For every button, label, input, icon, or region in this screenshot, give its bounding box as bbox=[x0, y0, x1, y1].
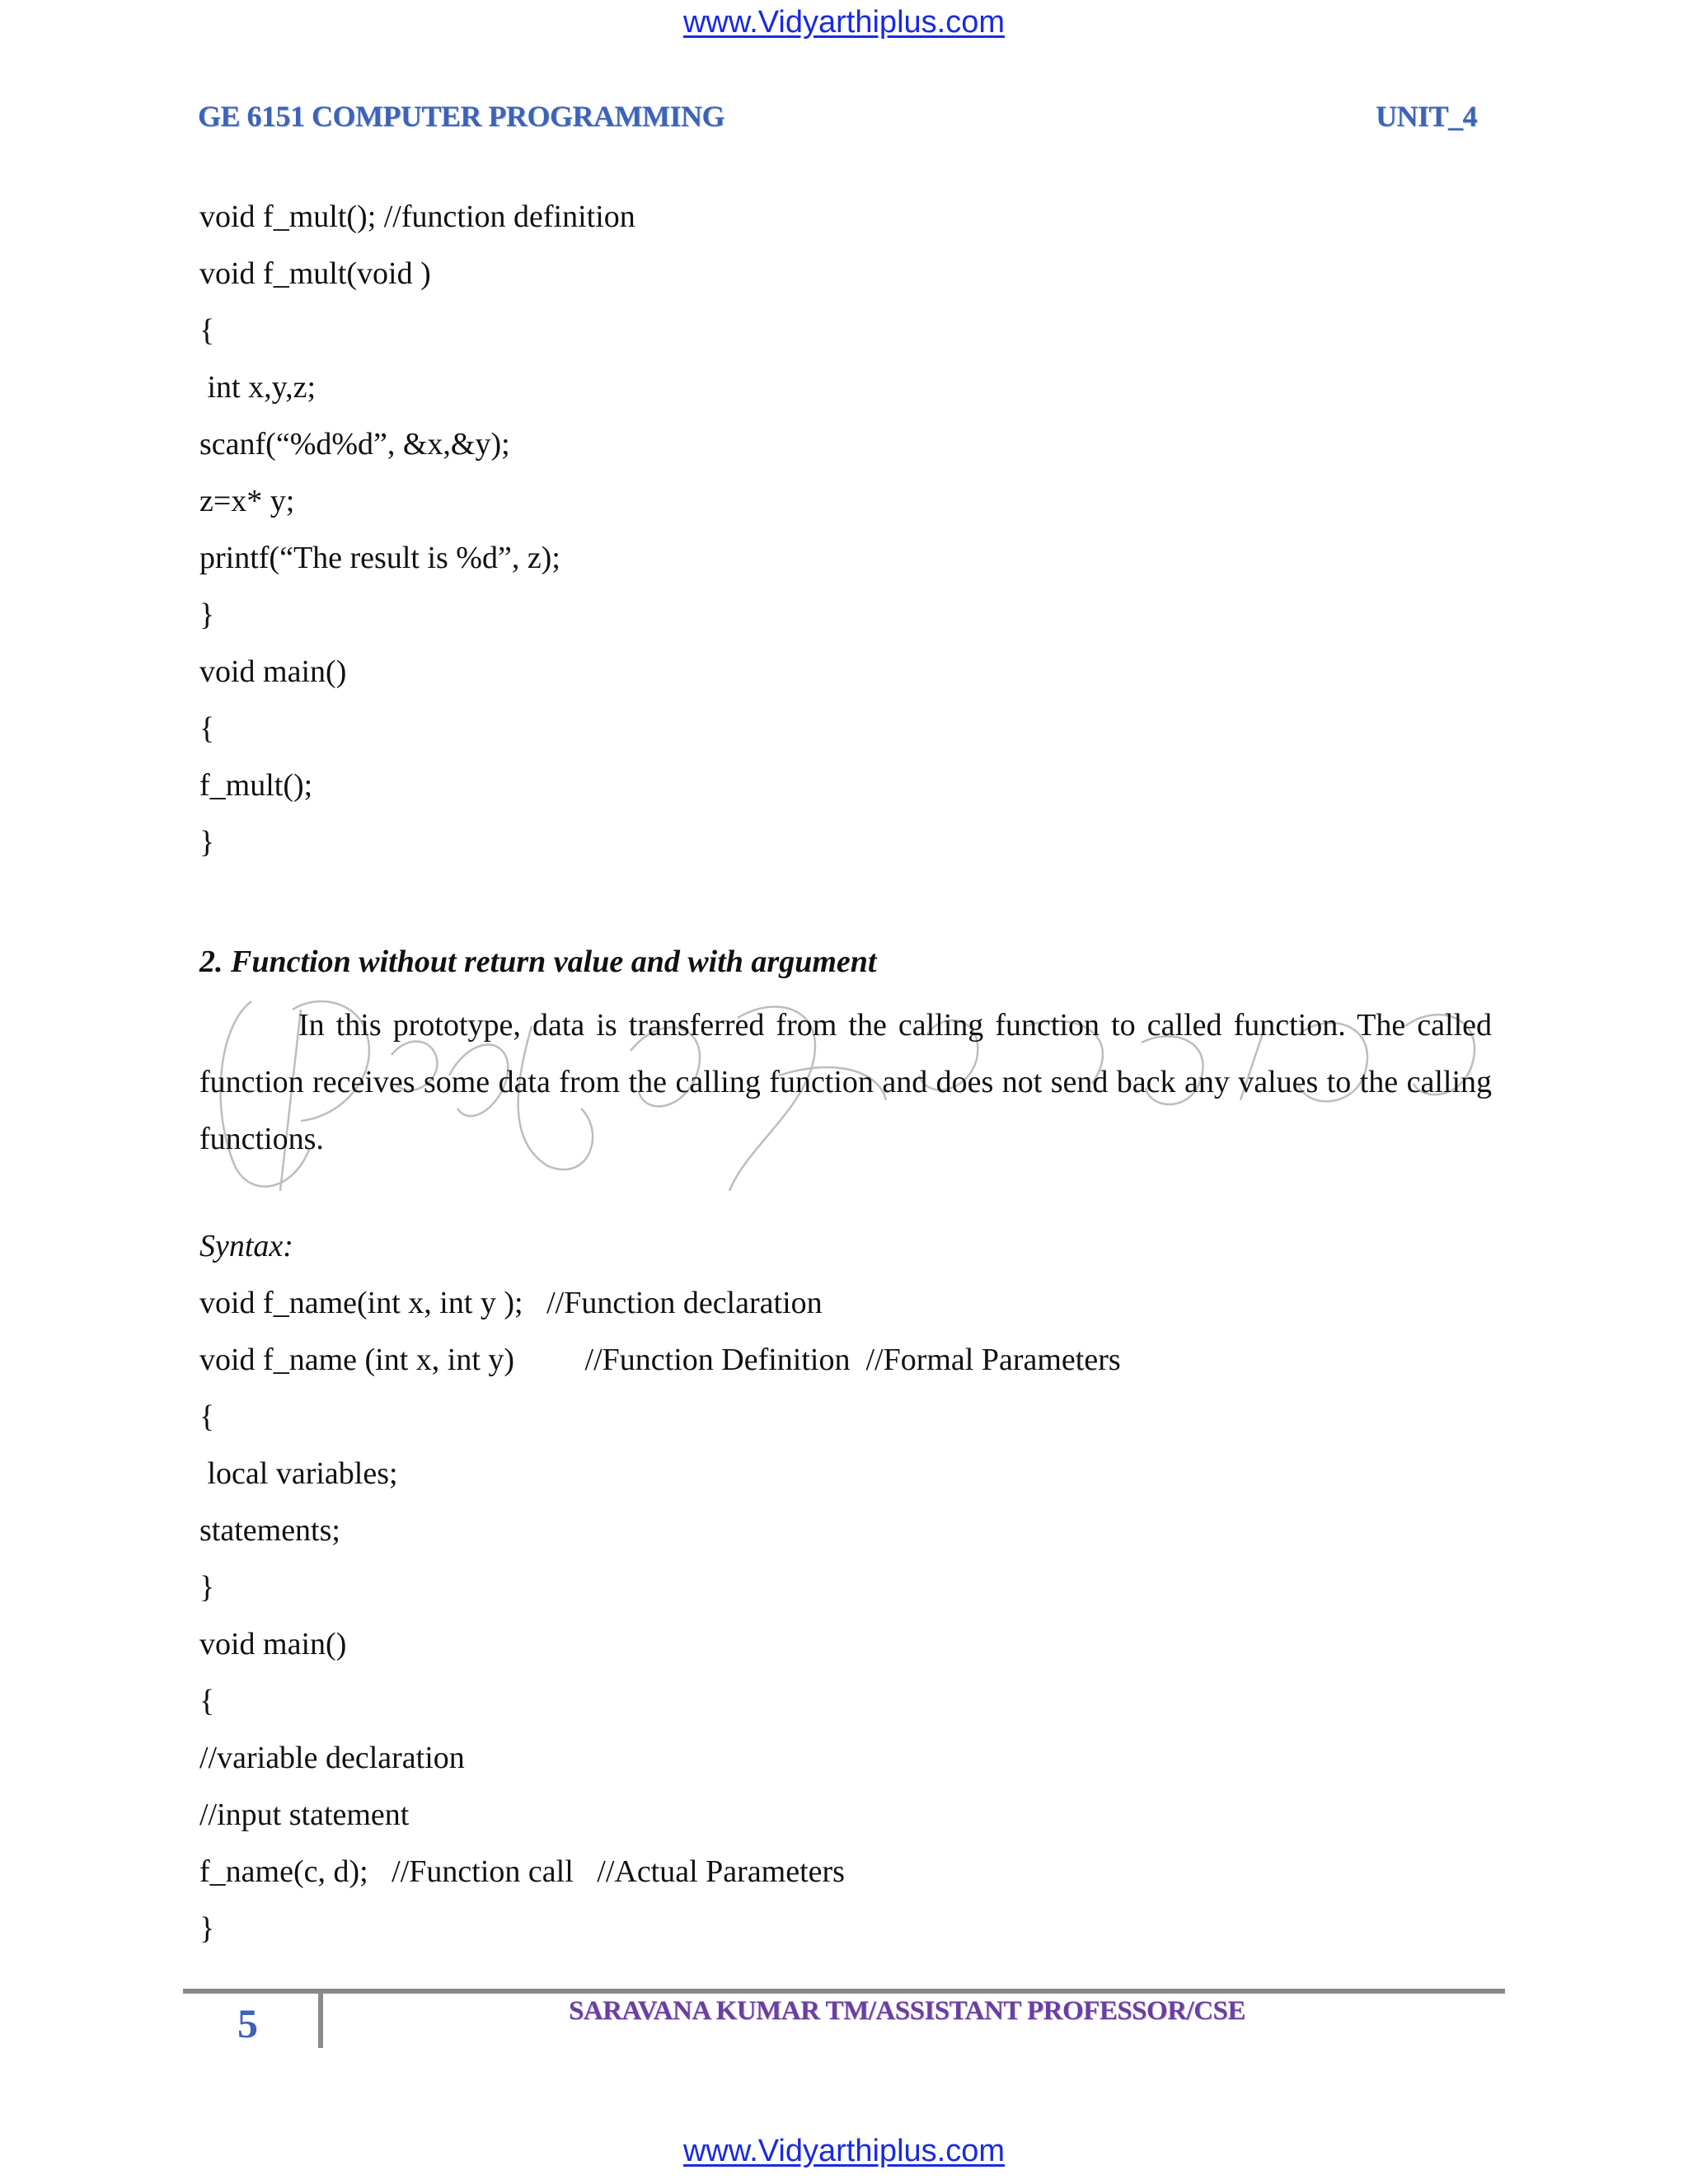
code-line: } bbox=[199, 1911, 215, 1946]
site-link-top[interactable]: www.Vidyarthiplus.com bbox=[682, 5, 1005, 40]
section-heading: 2. Function without return value and with argument bbox=[199, 944, 877, 979]
code-line: { bbox=[199, 313, 215, 348]
site-link-bottom[interactable]: www.Vidyarthiplus.com bbox=[682, 2134, 1005, 2168]
code-line: //variable declaration bbox=[199, 1741, 465, 1775]
code-line: f_name(c, d); //Function call //Actual Parameters bbox=[199, 1854, 845, 1889]
code-line: void f_name(int x, int y ); //Function declaration bbox=[199, 1286, 823, 1320]
code-line: scanf(“%d%d”, &x,&y); bbox=[199, 427, 510, 462]
section-paragraph: In this prototype, data is transferred from the calling function to called function. The called function receives some data from the calling function and does not send back any values to the calling functions. bbox=[199, 1008, 1492, 1156]
syntax-label: Syntax: bbox=[199, 1229, 293, 1263]
unit-label: UNIT_4 bbox=[1375, 100, 1477, 133]
code-line: z=x* y; bbox=[199, 484, 295, 518]
code-line: printf(“The result is %d”, z); bbox=[199, 541, 560, 575]
code-line: statements; bbox=[199, 1513, 340, 1548]
code-line: } bbox=[199, 1570, 215, 1605]
page-number: 5 bbox=[237, 2000, 258, 2046]
course-title: GE 6151 COMPUTER PROGRAMMING bbox=[198, 100, 724, 133]
code-line: void f_mult(); //function definition bbox=[199, 199, 635, 234]
code-line: void f_name (int x, int y) //Function Definition //Formal Parameters bbox=[199, 1343, 1121, 1377]
code-line: void f_mult(void ) bbox=[199, 256, 431, 291]
running-header bbox=[198, 99, 1477, 140]
code-line: } bbox=[199, 598, 215, 632]
footer-divider bbox=[318, 1994, 323, 2048]
code-line: } bbox=[199, 825, 215, 860]
code-line: void main() bbox=[199, 654, 347, 689]
code-line: { bbox=[199, 711, 215, 746]
code-line: void main() bbox=[199, 1627, 347, 1661]
code-line: { bbox=[199, 1399, 215, 1434]
footer-author: SARAVANA KUMAR TM/ASSISTANT PROFESSOR/CSE bbox=[569, 1996, 1245, 2026]
code-line: //input statement bbox=[199, 1797, 410, 1832]
code-line: { bbox=[199, 1684, 215, 1718]
footer-rule bbox=[183, 1989, 1505, 1994]
code-line: int x,y,z; bbox=[199, 370, 316, 405]
code-line: f_mult(); bbox=[199, 768, 313, 803]
code-line: local variables; bbox=[199, 1456, 398, 1491]
